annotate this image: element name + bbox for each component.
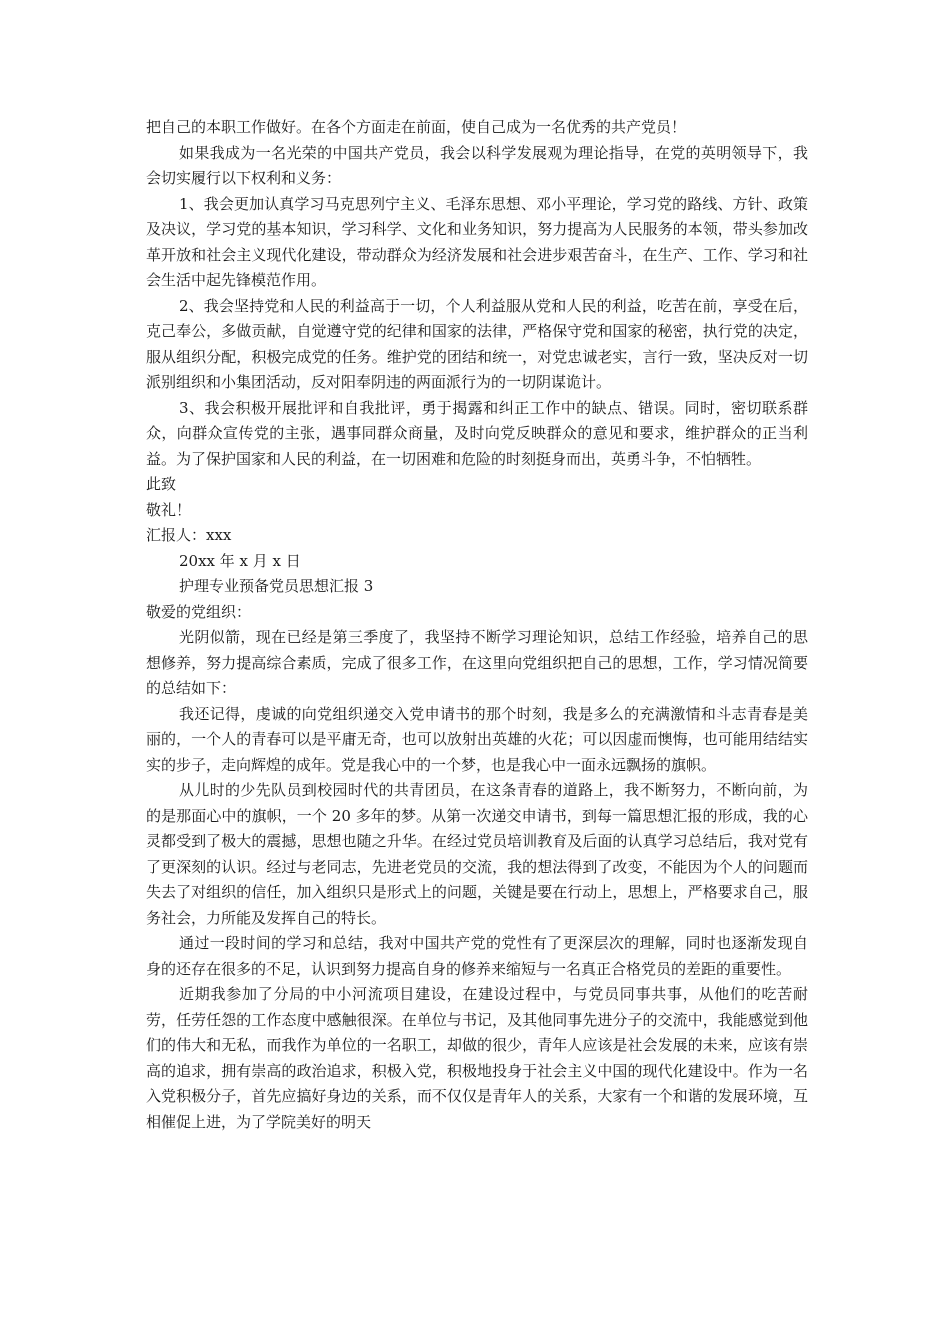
paragraph: 如果我成为一名光荣的中国共产党员，我会以科学发展观为理论指导，在党的英明领导下，我会切实履行以下权利和义务： xyxy=(146,143,808,187)
paragraph: 把自己的本职工作做好。在各个方面走在前面，使自己成为一名优秀的共产党员！ xyxy=(146,118,687,136)
paragraph: 2、我会坚持党和人民的利益高于一切，个人利益服从党和人民的利益，吃苦在前，享受在后，克己奉公，多做贡献，自觉遵守党的纪律和国家的法律，严格保守党和国家的秘密，执行党的决定，服从组织分配，积极完成党的任务。维护党的团结和统一，对党忠诚老实，言行一致，坚决反对一切派别组织和小集团活动，反对阳奉阴违的两面派行为的一切阴谋诡计。 xyxy=(146,296,808,391)
paragraph: 3、我会积极开展批评和自我批评，勇于揭露和纠正工作中的缺点、错误。同时，密切联系群众，向群众宣传党的主张，遇事同群众商量，及时向党反映群众的意见和要求，维护群众的正当利益。为了保护国家和人民的利益，在一切困难和危险的时刻挺身而出，英勇斗争，不怕牺牲。 xyxy=(146,398,808,468)
paragraph: 我还记得，虔诚的向党组织递交入党申请书的那个时刻，我是多么的充满激情和斗志青春是美丽的，一个人的青春可以是平庸无奇，也可以放射出英雄的火花；可以因虚而懊悔，也可能用结结实实的步子，走向辉煌的成年。党是我心中的一个梦，也是我心中一面永远飘扬的旗帜。 xyxy=(146,704,808,774)
closing-respect: 敬礼！ xyxy=(146,500,192,519)
paragraph: 通过一段时间的学习和总结，我对中国共产党的党性有了更深层次的理解，同时也逐渐发现自身的还存在很多的不足，认识到努力提高自身的修养来缩短与一名真正合格党员的差距的重要性。 xyxy=(146,934,808,978)
paragraph: 光阴似箭，现在已经是第三季度了，我坚持不断学习理论知识，总结工作经验，培养自己的思想修养，努力提高综合素质，完成了很多工作，在这里向党组织把自己的思想，工作，学习情况简要的总结如下： xyxy=(146,628,808,697)
closing-salutation: 此致 xyxy=(146,475,177,493)
paragraph: 近期我参加了分局的中小河流项目建设，在建设过程中，与党员同事共事，从他们的吃苦耐劳，任劳任怨的工作态度中感触很深。在单位与书记，及其他同事先进分子的交流中，我能感觉到他们的伟大和无私，而我作为单位的一名职工，却做的很少，青年人应该是社会发展的未来，应该有崇高的追求，拥有崇高的政治追求，积极入党，积极地投身于社会主义中国的现代化建设中。作为一名入党积极分子，首先应搞好身边的关系，而不仅仅是青年人的关系，大家有一个和谐的发展环境，互相催促上进，为了学院美好的明天 xyxy=(146,985,808,1131)
greeting: 敬爱的党组织： xyxy=(146,602,252,621)
section-title: 护理专业预备党员思想汇报 3 xyxy=(179,577,374,595)
paragraph: 从儿时的少先队员到校园时代的共青团员，在这条青春的道路上，我不断努力，不断向前，为的是那面心中的旗帜，一个 20 多年的梦。从第一次递交申请书，到每一篇思想汇报的形成，我的心灵都受到了极大的震撼，思想也随之升华。在经过党员培训教育及后面的认真学习总结后，我对党有了更深刻的认识。经过与老同志，先进老党员的交流，我的想法得到了改变，不能因为个人的问题而失去了对组织的信任，加入组织只是形式上的问题，关键是要在行动上，思想上，严格要求自己，服务社会，力所能及发挥自己的特长。 xyxy=(146,781,808,927)
reporter-line: 汇报人：xxx xyxy=(146,526,232,544)
date-line: 20xx 年 x 月 x 日 xyxy=(179,551,301,570)
document-page xyxy=(146,115,808,1135)
paragraph: 1、我会更加认真学习马克思列宁主义、毛泽东思想、邓小平理论，学习党的路线、方针、政策及决议，学习党的基本知识，学习科学、文化和业务知识，努力提高为人民服务的本领，带头参加改革开放和社会主义现代化建设，带动群众为经济发展和社会进步艰苦奋斗，在生产、工作、学习和社会生活中起先锋模范作用。 xyxy=(146,194,808,289)
